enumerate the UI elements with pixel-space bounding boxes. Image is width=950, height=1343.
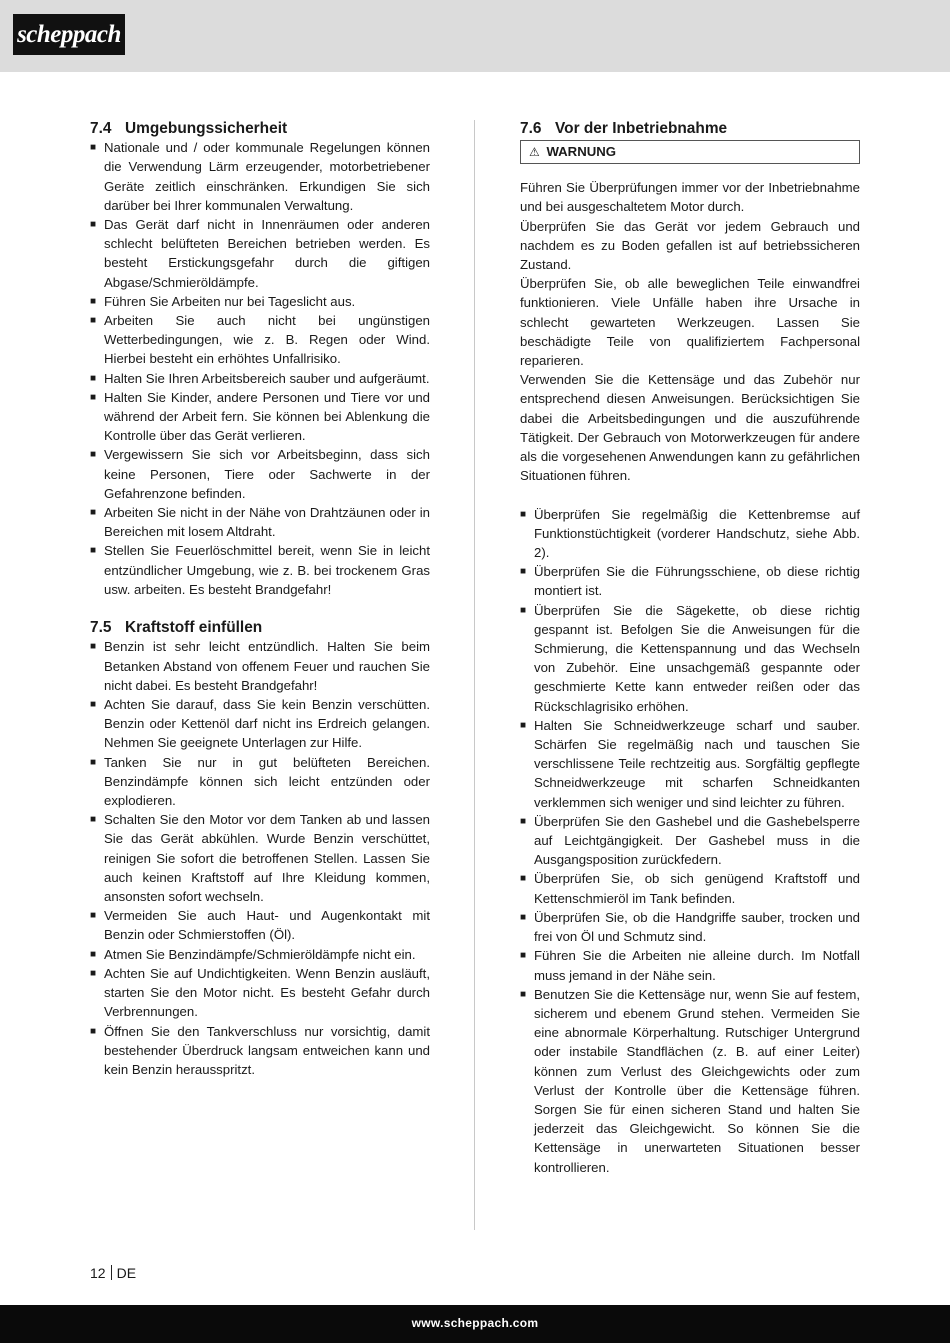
section-number: 7.6 <box>520 120 542 137</box>
left-column <box>90 119 430 1079</box>
section-title: Vor der Inbetriebnahme <box>555 120 728 137</box>
right-column <box>520 119 860 1177</box>
paragraph: Überprüfen Sie das Gerät vor jedem Gebrauch und nachdem es zu Boden gefallen ist auf betriebssicheren Zustand. <box>520 218 860 272</box>
list-item: ■ Überprüfen Sie regelmäßig die Kettenbremse auf Funktionstüchtigkeit (vorderer Handschutz, siehe Abb. 2). <box>520 505 860 563</box>
list-item: ■ Öffnen Sie den Tankverschluss nur vorsichtig, damit bestehender Überdruck langsam entweichen kann und kein Benzin herausspritzt. <box>90 1022 430 1080</box>
list-item: ■ Das Gerät darf nicht in Innenräumen oder anderen schlecht belüfteten Bereichen betrieben werden. Es besteht Erstickungsgefahr durch die giftigen Abgase/Schmieröldämpfe. <box>90 215 430 292</box>
section-7-6-heading <box>520 119 860 138</box>
spacer <box>90 599 430 618</box>
list-item: ■ Halten Sie Kinder, andere Personen und Tiere vor und während der Arbeit fern. Sie können bei Ablenkung die Kontrolle über das Gerät verlieren. <box>90 388 430 446</box>
warning-label: WARNUNG <box>546 144 617 160</box>
list-item: ■ Überprüfen Sie, ob sich genügend Kraftstoff und Kettenschmieröl im Tank befinden. <box>520 869 860 907</box>
list-item: ■ Halten Sie Ihren Arbeitsbereich sauber und aufgeräumt. <box>90 369 430 388</box>
spacer <box>520 485 860 504</box>
list-item: ■ Überprüfen Sie die Sägekette, ob diese richtig gespannt ist. Befolgen Sie die Anweisungen für die Schmierung, die Kettenspannung und das Wechseln von Zubehör. Eine unsachgemäß gespannte oder geschmierte Kette kann entweder reißen oder das Rückschlagrisiko erhöhen. <box>520 601 860 716</box>
column-divider <box>474 120 475 1230</box>
list-item: ■ Vergewissern Sie sich vor Arbeitsbeginn, dass sich keine Personen, Tiere oder Sachwerte in der Gefahrenzone befinden. <box>90 445 430 503</box>
section-7-5-heading <box>90 618 430 637</box>
footer-url: www.scheppach.com <box>411 1316 539 1330</box>
paragraph: Überprüfen Sie, ob alle beweglichen Teile einwandfrei funktionieren. Viele Unfälle haben ihre Ursache in schlecht gewarteten Werkzeugen. Lassen Sie beschädigte Teile von qualifiziertem Fachpersonal reparieren. <box>520 276 860 369</box>
logo-text: scheppach <box>17 20 121 48</box>
list-item: ■ Benzin ist sehr leicht entzündlich. Halten Sie beim Betanken Abstand von offenem Feuer und rauchen Sie nicht dabei. Es besteht Brandgefahr! <box>90 637 430 695</box>
list-item: ■ Benutzen Sie die Kettensäge nur, wenn Sie auf festem, sicherem und ebenem Grund stehen. Vermeiden Sie eine abnormale Körperhaltung. Rutschiger Untergrund oder instabile Standflächen (z. B. auf einer Leiter) können zum Verlust des Gleichgewichts oder zum Verlust der Kontrolle über die Kettensäge führen. Sorgen Sie für einen sicheren Stand und halten Sie jederzeit das Gleichgewicht. So können Sie die Kettensäge in unerwarteten Situationen besser kontrollieren. <box>520 985 860 1177</box>
section-number: 7.5 <box>90 619 112 637</box>
list-item: ■ Führen Sie die Arbeiten nie alleine durch. Im Notfall muss jemand in der Nähe sein. <box>520 946 860 984</box>
section-7-5-list <box>90 637 430 1079</box>
list-item: ■ Tanken Sie nur in gut belüfteten Bereichen. Benzindämpfe können sich leicht entzünden oder explodieren. <box>90 753 430 811</box>
list-item: ■ Achten Sie auf Undichtigkeiten. Wenn Benzin ausläuft, starten Sie den Motor nicht. Es besteht Gefahr durch Verbrennungen. <box>90 964 430 1022</box>
header-bar <box>0 0 950 72</box>
page-number-value: 12 <box>90 1265 106 1281</box>
section-7-4-heading <box>90 119 430 138</box>
page-language: DE <box>116 1265 137 1281</box>
list-item: ■ Überprüfen Sie den Gashebel und die Gashebelsperre auf Leichtgängigkeit. Der Gashebel muss in die Ausgangsposition zurückfedern. <box>520 812 860 870</box>
paragraph: Führen Sie Überprüfungen immer vor der Inbetriebnahme und bei ausgeschaltetem Motor durch. <box>520 180 860 215</box>
warning-triangle-icon: ⚠ <box>529 145 540 160</box>
section-7-6-list <box>520 505 860 1177</box>
list-item: ■ Führen Sie Arbeiten nur bei Tageslicht aus. <box>90 292 430 311</box>
list-item: ■ Achten Sie darauf, dass Sie kein Benzin verschütten. Benzin oder Kettenöl darf nicht ins Erdreich gelangen. Nehmen Sie geeignete Unterlagen zur Hilfe. <box>90 695 430 753</box>
footer-bar <box>0 1305 950 1343</box>
paragraph: Verwenden Sie die Kettensäge und das Zubehör nur entsprechend diesen Anweisungen. Berücksichtigen Sie dabei die Arbeitsbedingungen und die auszuführende Tätigkeit. Der Gebrauch von Motorwerkzeugen für andere als die vorgesehenen Anwendungen kann zu gefährlichen Situationen führen. <box>520 372 860 484</box>
warning-box <box>520 140 860 164</box>
list-item: ■ Atmen Sie Benzindämpfe/Schmieröldämpfe nicht ein. <box>90 945 430 964</box>
section-title: Kraftstoff einfüllen <box>125 619 263 637</box>
list-item: ■ Überprüfen Sie, ob die Handgriffe sauber, trocken und frei von Öl und Schmutz sind. <box>520 908 860 946</box>
section-number: 7.4 <box>90 120 112 137</box>
list-item: ■ Überprüfen Sie die Führungsschiene, ob diese richtig montiert ist. <box>520 562 860 600</box>
list-item: ■ Vermeiden Sie auch Haut- und Augenkontakt mit Benzin oder Schmierstoffen (Öl). <box>90 906 430 944</box>
list-item: ■ Stellen Sie Feuerlöschmittel bereit, wenn Sie in leicht entzündlicher Umgebung, wie z. B. bei trockenem Gras usw. arbeiten. Es besteht Brandgefahr! <box>90 541 430 599</box>
list-item: ■ Nationale und / oder kommunale Regelungen können die Verwendung Lärm erzeugender, motorbetriebener Geräte zeitlich einschränken. Erkundigen Sie sich darüber bei Ihrer kommunalen Verwaltung. <box>90 138 430 215</box>
list-item: ■ Arbeiten Sie nicht in der Nähe von Drahtzäunen oder in Bereichen mit losem Altdraht. <box>90 503 430 541</box>
list-item: ■ Arbeiten Sie auch nicht bei ungünstigen Wetterbedingungen, wie z. B. Regen oder Wind. Hierbei besteht ein erhöhtes Unfallrisiko. <box>90 311 430 369</box>
list-item: ■ Halten Sie Schneidwerkzeuge scharf und sauber. Schärfen Sie regelmäßig nach und tauschen Sie verschlissene Teile rechtzeitig aus. Sorgfältig gepflegte Schneidwerkzeuge mit scharfen Schneidkanten verklemmen sich weniger und sind leichter zu führen. <box>520 716 860 812</box>
page-number-separator <box>111 1265 112 1280</box>
page-number <box>90 1265 136 1281</box>
section-7-4-list <box>90 138 430 599</box>
list-item: ■ Schalten Sie den Motor vor dem Tanken ab und lassen Sie das Gerät abkühlen. Wurde Benzin verschüttet, reinigen Sie sofort die betroffenen Stellen. Lassen Sie auch keinen Kraftstoff auf Ihre Kleidung kommen, ansonsten sofort wechseln. <box>90 810 430 906</box>
section-title: Umgebungssicherheit <box>125 120 288 137</box>
scheppach-logo <box>13 14 125 55</box>
